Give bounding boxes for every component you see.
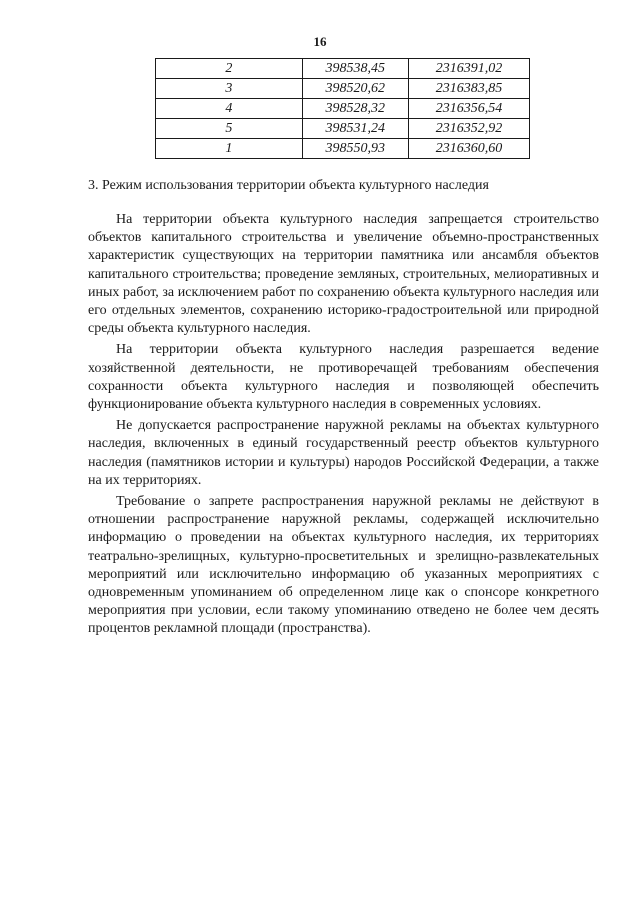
table-row [156, 119, 530, 139]
y-coordinate-cell: 2316356,54 [408, 99, 529, 119]
section-title: 3. Режим использования территории объекта культурного наследия [88, 178, 489, 193]
paragraph: Требование о запрете распространения наружной рекламы не действуют в отношении распространение наружной рекламы, содержащей исключительно информацию о проведении на объектах культурного наследия, их территориях театрально-зрелищных, культурно-просветительных и зрелищно-развлекательных мероприятий или исключительно информацию об указанных мероприятиях с одновременным упоминанием об определенном лице как о спонсоре конкретного мероприятия при условии, если такому упоминанию отведено не более чем десять процентов рекламной площади (пространства). [88, 494, 599, 637]
paragraph: На территории объекта культурного наследия запрещается строительство объектов капитального строительства и увеличение объемно-пространственных характеристик существующих на территории памятника или ансамбля объектов капитального строительства; проведение земляных, строительных, мелиоративных и иных работ, за исключением работ по сохранению объекта культурного наследия или его отдельных элементов, сохранению историко-градостроительной или природной среды объекта культурного наследия. [88, 212, 599, 337]
table-row [156, 99, 530, 119]
coordinates-table [155, 58, 530, 159]
x-coordinate-cell: 398538,45 [302, 59, 408, 79]
x-coordinate-cell: 398520,62 [302, 79, 408, 99]
point-number-cell: 5 [156, 119, 303, 139]
section-body [88, 211, 599, 642]
point-number-cell: 3 [156, 79, 303, 99]
x-coordinate-cell: 398531,24 [302, 119, 408, 139]
y-coordinate-cell: 2316383,85 [408, 79, 529, 99]
page-number: 16 [313, 34, 327, 49]
table-row [156, 59, 530, 79]
x-coordinate-cell: 398550,93 [302, 139, 408, 159]
paragraph: На территории объекта культурного наследия разрешается ведение хозяйственной деятельности, не противоречащей требованиям обеспечения сохранности объекта культурного наследия и позволяющей обеспечить функционирование объекта культурного наследия в современных условиях. [88, 342, 599, 413]
point-number-cell: 2 [156, 59, 303, 79]
table-row [156, 79, 530, 99]
point-number-cell: 4 [156, 99, 303, 119]
y-coordinate-cell: 2316391,02 [408, 59, 529, 79]
y-coordinate-cell: 2316352,92 [408, 119, 529, 139]
point-number-cell: 1 [156, 139, 303, 159]
paragraph: Не допускается распространение наружной рекламы на объектах культурного наследия, включенных в единый государственный реестр объектов культурного наследия (памятников истории и культуры) народов Российской Федерации, а также на их территориях. [88, 418, 599, 488]
y-coordinate-cell: 2316360,60 [408, 139, 529, 159]
x-coordinate-cell: 398528,32 [302, 99, 408, 119]
table-row [156, 139, 530, 159]
